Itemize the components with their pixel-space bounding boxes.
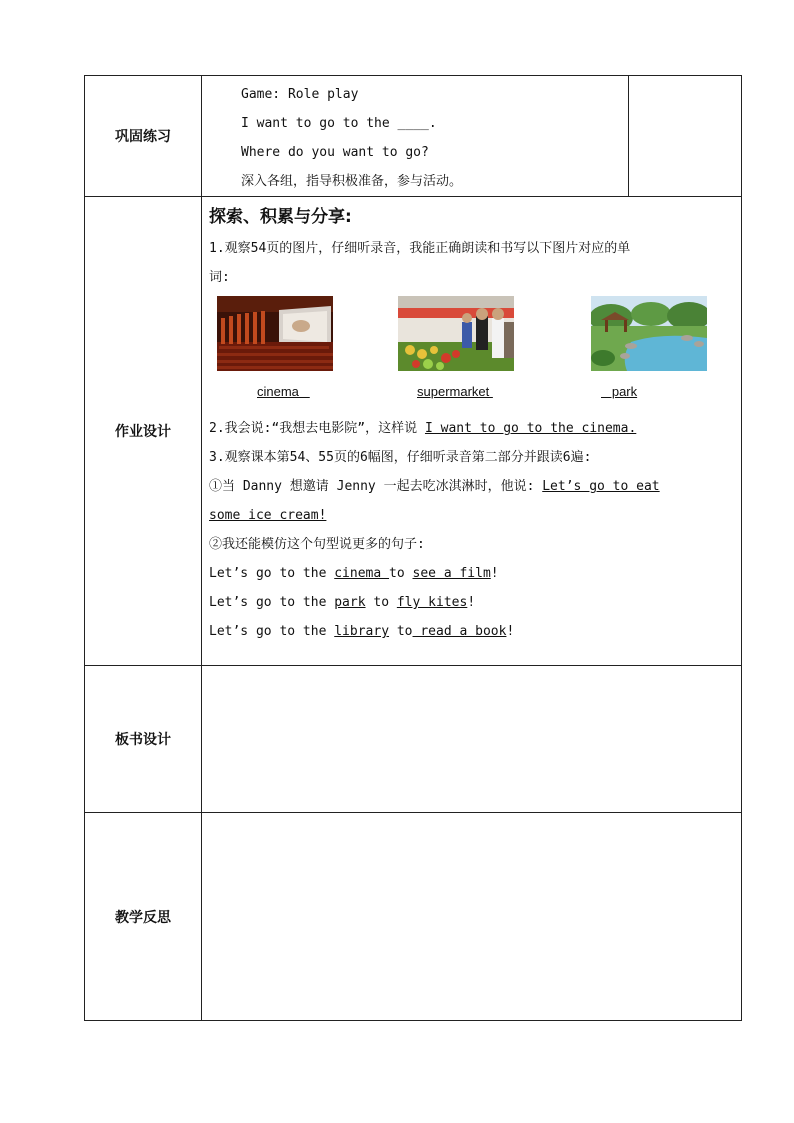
sentence-end: ! bbox=[490, 566, 499, 581]
word-park: park bbox=[601, 384, 638, 399]
sentence-lead: Let’s go to the bbox=[209, 624, 335, 639]
sentence-end: ! bbox=[467, 595, 476, 610]
sentence-2 bbox=[209, 588, 735, 617]
sentence-activity: fly kites bbox=[396, 595, 468, 610]
q2-answer: I want to go to the cinema. bbox=[424, 421, 637, 436]
q3a-line bbox=[209, 472, 735, 501]
sentence-activity: read a book bbox=[412, 624, 507, 639]
lesson-plan-table bbox=[84, 75, 742, 1021]
sentence-1 bbox=[209, 559, 735, 588]
practice-lines bbox=[202, 76, 629, 196]
sentence-lead: Let’s go to the bbox=[209, 566, 335, 581]
practice-inner bbox=[202, 76, 741, 196]
q3a-text: ①当 Danny 想邀请 Jenny 一起去吃冰淇淋时，他说: bbox=[209, 479, 543, 494]
sentence-mid: to bbox=[389, 566, 413, 581]
sentence-activity: see a film bbox=[412, 566, 491, 581]
q3a-answer-1: Let’s go to eat bbox=[542, 479, 660, 494]
reflection-row bbox=[85, 813, 742, 1021]
board-label: 板书设计 bbox=[85, 666, 202, 813]
homework-heading: 探索、积累与分享: bbox=[209, 207, 352, 227]
word-supermarket: supermarket bbox=[417, 384, 493, 399]
q3b-line: ②我还能模仿这个句型说更多的句子: bbox=[209, 537, 425, 552]
sentence-mid: to bbox=[365, 595, 397, 610]
sentence-3 bbox=[209, 617, 735, 646]
sentence-mid: to bbox=[389, 624, 413, 639]
board-content-cell bbox=[202, 666, 742, 813]
practice-row bbox=[85, 76, 742, 197]
practice-side-cell bbox=[629, 76, 742, 196]
sentence-place: cinema bbox=[334, 566, 390, 581]
practice-content-cell bbox=[202, 76, 742, 197]
picture-row bbox=[209, 292, 735, 380]
word-answers bbox=[209, 380, 735, 414]
board-row bbox=[85, 666, 742, 813]
homework-label: 作业设计 bbox=[85, 197, 202, 666]
sentence-end: ! bbox=[506, 624, 515, 639]
q1-line-2: 词: bbox=[209, 270, 230, 285]
sentence-place: library bbox=[334, 624, 390, 639]
cinema-photo bbox=[217, 296, 333, 371]
homework-row bbox=[85, 197, 742, 666]
supermarket-photo bbox=[398, 296, 514, 371]
homework-content-cell bbox=[202, 197, 742, 666]
practice-line-2: I want to go to the ____. bbox=[241, 116, 437, 131]
q1-line-1: 1.观察54页的图片，仔细听录音，我能正确朗读和书写以下图片对应的单 bbox=[209, 241, 631, 256]
q3a-answer-2: some ice cream! bbox=[209, 508, 327, 523]
practice-line-4: 深入各组，指导积极准备，参与活动。 bbox=[241, 174, 463, 189]
sentence-place: park bbox=[334, 595, 366, 610]
reflection-label: 教学反思 bbox=[85, 813, 202, 1021]
practice-line-1: Game: Role play bbox=[241, 87, 359, 102]
park-photo bbox=[591, 296, 707, 371]
sentence-lead: Let’s go to the bbox=[209, 595, 335, 610]
q2-line bbox=[209, 414, 735, 443]
word-cinema: cinema bbox=[257, 384, 310, 399]
q2-text: 2.我会说:“我想去电影院”，这样说 bbox=[209, 421, 425, 436]
reflection-content-cell bbox=[202, 813, 742, 1021]
practice-line-3: Where do you want to go? bbox=[241, 145, 429, 160]
practice-label: 巩固练习 bbox=[85, 76, 202, 197]
q3-line: 3.观察课本第54、55页的6幅图，仔细听录音第二部分并跟读6遍: bbox=[209, 450, 592, 465]
